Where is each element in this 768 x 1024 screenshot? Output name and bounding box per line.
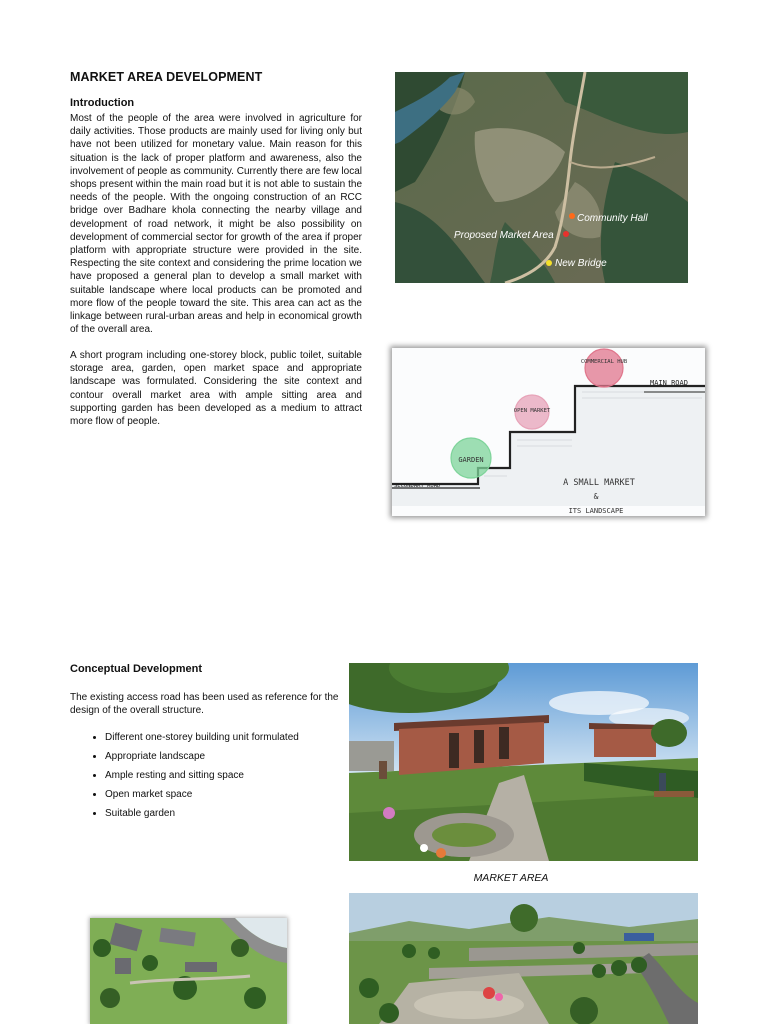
sketch-title-line3: ITS LANDSCAPE: [568, 507, 624, 515]
sketch-graphic: [392, 348, 705, 516]
proposed-market-label: Proposed Market Area: [454, 230, 554, 241]
commercial-hub-label: COMMERCIAL HUB: [580, 359, 628, 365]
list-item: • Appropriate landscape: [105, 747, 395, 766]
list-item: • Different one-storey building unit formulated: [105, 728, 395, 747]
community-hall-label: Community Hall: [577, 213, 648, 224]
sketch-title-line2: &: [593, 492, 599, 501]
aerial-map-graphic: [395, 72, 688, 283]
market-area-caption: MARKET AREA: [473, 872, 549, 884]
proposed-market-marker: [563, 231, 569, 237]
community-hall-marker: [569, 213, 575, 219]
list-item: • Ample resting and sitting space: [105, 766, 395, 785]
site-plan-graphic: [90, 918, 287, 1024]
new-bridge-label: New Bridge: [555, 258, 607, 269]
list-item: • Open market space: [105, 785, 395, 804]
sketch-title-line1: A SMALL MARKET: [563, 478, 635, 488]
market-area-render-graphic: [349, 663, 698, 861]
open-market-label: OPEN MARKET: [513, 408, 551, 414]
market-landscape-sketch: [392, 348, 705, 516]
concept-bullet-list: [70, 728, 395, 823]
site-plan-render: [90, 918, 287, 1024]
list-item: • Suitable garden: [105, 804, 395, 823]
new-bridge-marker: [546, 260, 552, 266]
commercial-hub-ball: [585, 349, 623, 387]
aerial-site-map: [395, 72, 688, 283]
intro-heading: Introduction: [70, 97, 135, 109]
program-paragraph: A short program including one-storey block, public toilet, suitable storage area, garden, open market space and appropriate landscape was formulated. Considering the site context and contour overall market area with ample sitting area and supporting garden has been developed as a medium to attract more flow of people.: [70, 350, 362, 428]
secondary-road-label: SECONDARY ROAD: [394, 483, 441, 489]
main-road-label: MAIN ROAD: [650, 379, 688, 387]
concept-heading: Conceptual Development: [70, 663, 203, 675]
intro-paragraph: Most of the people of the area were involved in agriculture for daily activities. Those products are mainly used for living only but have not been utilized for monetary value. Main reason for this situation is the lack of proper platform and awareness, also the involvement of people as community. Currently there are few local shops present within the main road but it is not able to sustain the needs of the people. With the ongoing construction of an RCC bridge over Badhare khola connecting the nearby village and development of road network, it might be also possibility on development of commercial sector for growth of the area if proper platform with appropriate structure were provided in the site. Respecting the site context and considering the prime location we have proposed a general plan to develop a small market with suitable landscape where local products can be promoted and more flow of the people toward the site. This area can act as the linkage between rural-urban areas and help in economical growth of the overall area.: [70, 113, 362, 336]
page-title: MARKET AREA DEVELOPMENT: [70, 70, 263, 84]
garden-label: GARDEN: [458, 456, 484, 464]
market-area-render: [349, 663, 698, 861]
landscape-render-graphic: [349, 893, 698, 1024]
landscape-render: [349, 893, 698, 1024]
concept-paragraph: The existing access road has been used as reference for the design of the overall structure.: [70, 692, 339, 717]
